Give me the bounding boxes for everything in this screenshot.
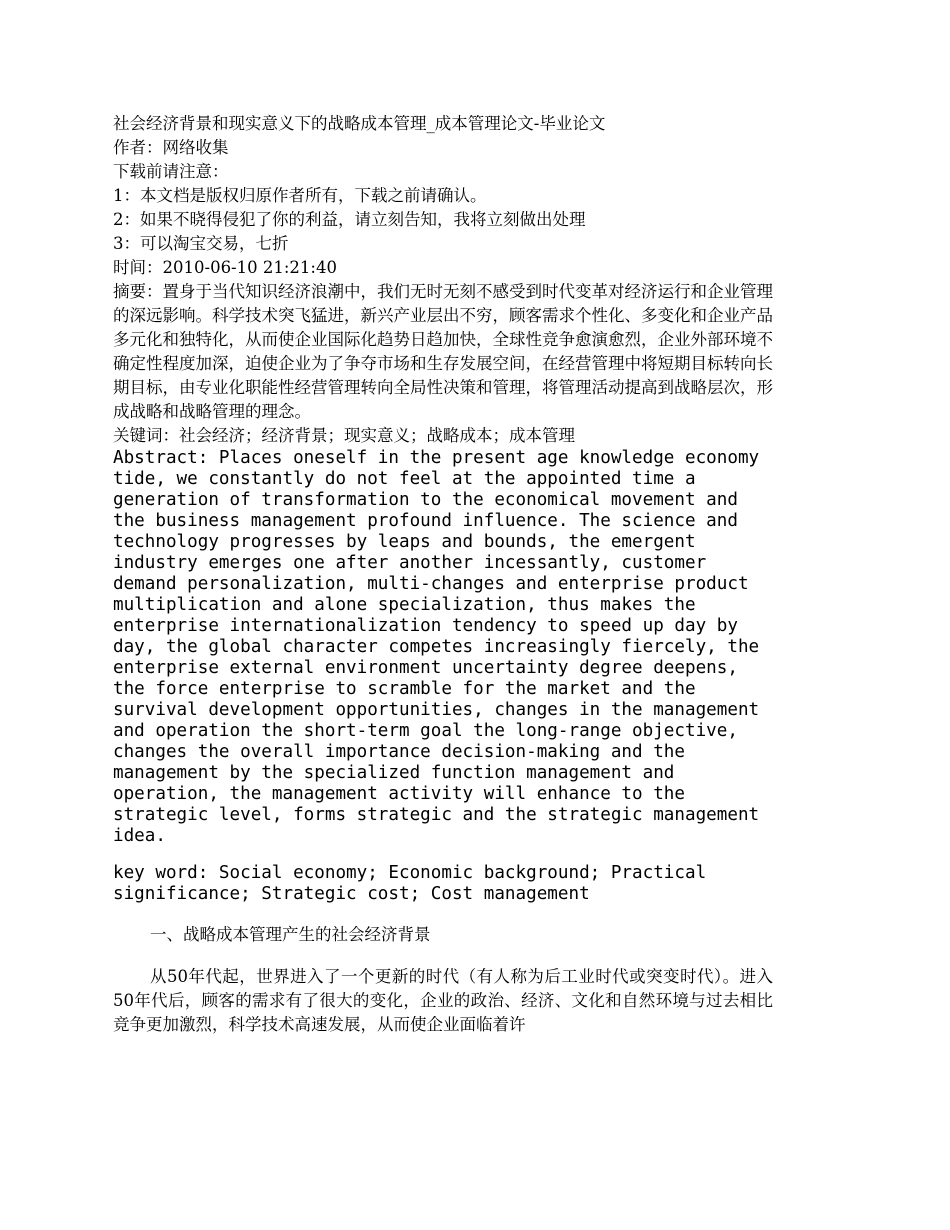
- abstract-english: Abstract: Places oneself in the present age knowledge economy tide, we constantly do not feel at the appointed time a generation of transformation to the economical movement and the business management profound influence. The science and technology progresses by leaps and bounds, the emergent industry emerges one after another incessantly, customer demand personalization, multi-changes and enterprise product multiplication and alone specialization, thus makes the enterprise internationalization tendency to speed up day by day, the global character competes increasingly fiercely, the enterprise external environment uncertainty degree deepens, the force enterprise to scramble for the market and the survival development opportunities, changes in the management and operation the short-term goal the long-range objective, changes the overall importance decision-making and the management by the specialized function management and operation, the management activity will enhance to the strategic level, forms strategic and the strategic management idea.: [113, 448, 760, 846]
- author-line: 作者：网络收集: [113, 138, 229, 157]
- download-note-header: 下载前请注意：: [113, 162, 229, 181]
- keywords-chinese: 关键词：社会经济；经济背景；现实意义；战略成本；成本管理: [113, 426, 575, 445]
- keywords-english: key word: Social economy; Economic background; Practical significance; Strategic cost; Cost management: [113, 863, 707, 904]
- note-item: 1：本文档是版权归原作者所有，下载之前请确认。: [113, 186, 487, 205]
- document-page: [113, 112, 773, 1037]
- time-line: 时间：2010-06-10 21:21:40: [113, 258, 337, 277]
- abstract-chinese: 摘要：置身于当代知识经济浪潮中，我们无时无刻不感受到时代变革对经济运行和企业管理的深远影响。科学技术突飞猛进，新兴产业层出不穷，顾客需求个性化、多变化和企业产品多元化和独特化，从而使企业国际化趋势日趋加快，全球性竞争愈演愈烈，企业外部环境不确定性程度加深，迫使企业为了争夺市场和生存发展空间，在经营管理中将短期目标转向长期目标，由专业化职能性经营管理转向全局性决策和管理，将管理活动提高到战略层次，形成战略和战略管理的理念。: [113, 282, 773, 421]
- section-paragraph: 从50年代起，世界进入了一个更新的时代（有人称为后工业时代或突变时代）。进入50年代后，顾客的需求有了很大的变化，企业的政治、经济、文化和自然环境与过去相比竞争更加激烈，科学技术高速发展，从而使企业面临着许: [113, 967, 773, 1034]
- note-item: 2：如果不晓得侵犯了你的利益，请立刻告知，我将立刻做出处理: [113, 210, 586, 229]
- document-title: 社会经济背景和现实意义下的战略成本管理_成本管理论文-毕业论文: [113, 114, 606, 133]
- section-heading: 一、战略成本管理产生的社会经济背景: [150, 925, 431, 944]
- note-item: 3：可以淘宝交易，七折: [113, 234, 289, 253]
